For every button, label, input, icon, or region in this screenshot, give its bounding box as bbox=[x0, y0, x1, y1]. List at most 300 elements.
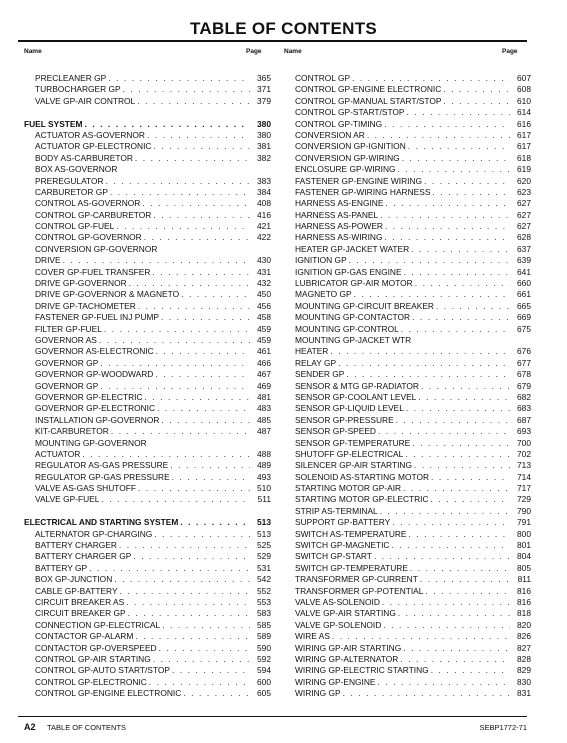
toc-page-number: 489 bbox=[257, 460, 271, 471]
toc-entry[interactable] bbox=[24, 73, 271, 84]
toc-entry[interactable] bbox=[24, 392, 271, 403]
toc-entry-name: GOVERNOR GP bbox=[35, 380, 99, 391]
toc-section-heading[interactable] bbox=[24, 517, 271, 528]
toc-entry-name: STARTING MOTOR GP-ELECTRIC bbox=[295, 494, 429, 505]
toc-entry[interactable] bbox=[284, 494, 531, 505]
dot-leader bbox=[153, 210, 250, 221]
dot-leader bbox=[110, 187, 250, 198]
toc-page-number: 679 bbox=[517, 380, 531, 391]
toc-entry[interactable] bbox=[24, 608, 271, 619]
toc-entry[interactable] bbox=[24, 438, 271, 449]
toc-page-number: 827 bbox=[517, 642, 531, 653]
toc-entry-name: SWITCH GP-START bbox=[295, 551, 372, 562]
toc-page-number: 552 bbox=[257, 585, 271, 596]
toc-entry-name: ACTUATOR GP-ELECTRONIC bbox=[35, 141, 152, 152]
toc-entry[interactable] bbox=[284, 415, 531, 426]
toc-entry-name: CONTROL GP bbox=[295, 73, 351, 83]
toc-page-number: 461 bbox=[257, 346, 271, 357]
toc-entry-name: PRECLEANER GP bbox=[35, 73, 107, 83]
toc-page-number: 831 bbox=[517, 688, 531, 699]
dot-leader bbox=[180, 517, 250, 528]
toc-entry[interactable] bbox=[24, 472, 271, 483]
toc-entry[interactable] bbox=[284, 563, 531, 574]
toc-entry[interactable] bbox=[24, 403, 271, 414]
toc-right-column bbox=[284, 73, 531, 699]
toc-entry-name: FILTER GP-FUEL bbox=[35, 323, 102, 334]
toc-entry[interactable] bbox=[284, 540, 531, 551]
toc-entry[interactable] bbox=[24, 540, 271, 551]
toc-entry[interactable] bbox=[24, 153, 271, 164]
toc-entry[interactable] bbox=[24, 164, 271, 175]
toc-entry[interactable] bbox=[284, 517, 531, 528]
dot-leader bbox=[384, 232, 510, 243]
toc-page-number: 693 bbox=[517, 426, 531, 437]
toc-entry-name: HEATER bbox=[295, 346, 329, 357]
dot-leader bbox=[385, 198, 510, 209]
toc-entry[interactable] bbox=[284, 301, 531, 312]
dot-leader bbox=[400, 654, 510, 665]
toc-entry-name: VALVE AS-SOLENOID bbox=[295, 596, 380, 607]
toc-entry[interactable] bbox=[24, 381, 271, 392]
toc-entry-name: TRANSFORMER GP-POTENTIAL bbox=[295, 585, 424, 596]
toc-entry[interactable] bbox=[284, 551, 531, 562]
dot-leader bbox=[104, 324, 250, 335]
toc-entry[interactable] bbox=[24, 369, 271, 380]
toc-entry[interactable] bbox=[24, 665, 271, 676]
toc-entry[interactable] bbox=[284, 449, 531, 460]
toc-entry[interactable] bbox=[24, 289, 271, 300]
toc-entry[interactable] bbox=[284, 210, 531, 221]
toc-entry[interactable] bbox=[284, 107, 531, 118]
dot-leader bbox=[398, 164, 510, 175]
toc-entry[interactable] bbox=[284, 164, 531, 175]
dot-leader bbox=[152, 267, 250, 278]
toc-entry-name: MOUNTING GP-CONTROL bbox=[295, 323, 399, 334]
toc-entry-name: MOUNTING GP-CIRCUIT BREAKER bbox=[295, 300, 434, 311]
dot-leader bbox=[147, 130, 250, 141]
toc-page-number: 469 bbox=[257, 380, 271, 391]
dot-leader bbox=[432, 187, 510, 198]
toc-entry[interactable] bbox=[284, 84, 531, 95]
toc-entry[interactable] bbox=[24, 574, 271, 585]
toc-entry[interactable] bbox=[24, 688, 271, 699]
dot-leader bbox=[443, 84, 510, 95]
toc-page-number: 431 bbox=[257, 266, 271, 277]
toc-entry-name: CIRCUIT BREAKER AS bbox=[35, 596, 125, 607]
toc-entry[interactable] bbox=[284, 267, 531, 278]
dot-leader bbox=[172, 665, 250, 676]
toc-page-number: 456 bbox=[257, 300, 271, 311]
dot-leader bbox=[126, 597, 250, 608]
dot-leader bbox=[410, 563, 510, 574]
toc-entry[interactable] bbox=[284, 221, 531, 232]
footer-page-number: A2 bbox=[24, 722, 36, 732]
toc-entry[interactable] bbox=[24, 358, 271, 369]
toc-page-number: 383 bbox=[257, 175, 271, 186]
toc-entry-name: DRIVE GP-GOVERNOR & MAGNETO bbox=[35, 289, 180, 300]
dot-leader bbox=[403, 643, 510, 654]
toc-page-number: 818 bbox=[517, 608, 531, 619]
toc-entry-name: SENSOR GP-LIQUID LEVEL bbox=[295, 403, 404, 414]
spacer bbox=[24, 107, 271, 118]
dot-leader bbox=[349, 255, 510, 266]
toc-entry-name: SENSOR & MTG GP-RADIATOR bbox=[295, 380, 419, 391]
dot-leader bbox=[128, 608, 250, 619]
toc-entry[interactable] bbox=[284, 232, 531, 243]
toc-entry[interactable] bbox=[284, 460, 531, 471]
dot-leader bbox=[161, 415, 250, 426]
toc-page-number: 365 bbox=[257, 73, 271, 83]
toc-entry[interactable] bbox=[284, 96, 531, 107]
dot-leader bbox=[378, 677, 511, 688]
toc-entry[interactable] bbox=[24, 483, 271, 494]
dot-leader bbox=[159, 643, 250, 654]
dot-leader bbox=[425, 586, 510, 597]
dot-leader bbox=[383, 620, 510, 631]
toc-entry[interactable] bbox=[24, 529, 271, 540]
dot-leader bbox=[138, 483, 250, 494]
toc-entry[interactable] bbox=[284, 141, 531, 152]
toc-entry[interactable] bbox=[24, 643, 271, 654]
toc-entry[interactable] bbox=[284, 176, 531, 187]
toc-entry[interactable] bbox=[284, 289, 531, 300]
toc-entry-name: DRIVE bbox=[35, 255, 61, 266]
toc-entry[interactable] bbox=[284, 369, 531, 380]
toc-entry[interactable] bbox=[284, 665, 531, 676]
toc-entry-name: CONTROL GP-AUTO START/STOP bbox=[35, 665, 170, 676]
toc-page-number: 665 bbox=[517, 300, 531, 311]
dot-leader bbox=[133, 551, 250, 562]
toc-entry-name: FUEL SYSTEM bbox=[24, 118, 83, 129]
toc-entry[interactable] bbox=[284, 153, 531, 164]
toc-entry-name: BOX GP-JUNCTION bbox=[35, 574, 113, 585]
toc-entry[interactable] bbox=[284, 597, 531, 608]
footer-section-title: TABLE OF CONTENTS bbox=[47, 723, 127, 732]
toc-entry[interactable] bbox=[284, 472, 531, 483]
toc-page-number: 607 bbox=[517, 73, 531, 83]
toc-entry[interactable] bbox=[24, 654, 271, 665]
toc-page-number: 617 bbox=[517, 141, 531, 152]
toc-page-number: 791 bbox=[517, 517, 531, 528]
toc-entry[interactable] bbox=[24, 586, 271, 597]
toc-page-number: 714 bbox=[517, 471, 531, 482]
toc-entry-name: CABLE GP-BATTERY bbox=[35, 585, 118, 596]
dot-leader bbox=[411, 244, 510, 255]
dot-leader bbox=[330, 346, 510, 357]
toc-page-number: 830 bbox=[517, 676, 531, 687]
toc-entry[interactable] bbox=[24, 324, 271, 335]
toc-entry-name: WIRING GP-AIR STARTING bbox=[295, 642, 402, 653]
toc-entry-name: PREREGULATOR bbox=[35, 175, 104, 186]
toc-entry[interactable] bbox=[284, 198, 531, 209]
toc-page-number: 380 bbox=[257, 118, 271, 129]
toc-page-number: 542 bbox=[257, 574, 271, 585]
toc-entry[interactable] bbox=[24, 141, 271, 152]
dot-leader bbox=[137, 96, 250, 107]
toc-entry[interactable] bbox=[284, 187, 531, 198]
dot-leader bbox=[129, 278, 250, 289]
dot-leader bbox=[378, 426, 510, 437]
toc-page-number: 466 bbox=[257, 357, 271, 368]
toc-page-number: 430 bbox=[257, 255, 271, 266]
toc-entry[interactable] bbox=[284, 392, 531, 403]
toc-page-number: 589 bbox=[257, 631, 271, 642]
toc-entry-name: BODY AS-CARBURETOR bbox=[35, 152, 133, 163]
title-rule bbox=[18, 40, 527, 42]
toc-entry[interactable] bbox=[284, 483, 531, 494]
toc-entry[interactable] bbox=[24, 187, 271, 198]
toc-entry-name: SILENCER GP-AIR STARTING bbox=[295, 460, 412, 471]
toc-entry[interactable] bbox=[24, 255, 271, 266]
toc-entry[interactable] bbox=[284, 255, 531, 266]
spacer bbox=[24, 506, 271, 517]
toc-entry[interactable] bbox=[24, 460, 271, 471]
dot-leader bbox=[391, 540, 510, 551]
toc-entry-name: GOVERNOR GP bbox=[35, 357, 99, 368]
toc-entry-name: GOVERNOR GP-WOODWARD bbox=[35, 369, 154, 380]
toc-entry-name: CONTROL GP-ENGINE ELECTRONIC bbox=[295, 84, 442, 95]
toc-entry-name: CIRCUIT BREAKER GP bbox=[35, 608, 126, 619]
dot-leader bbox=[421, 381, 510, 392]
toc-page-number: 811 bbox=[517, 574, 531, 585]
toc-entry-name: MAGNETO GP bbox=[295, 289, 352, 300]
toc-page-number: 639 bbox=[517, 255, 531, 266]
toc-page-number: 800 bbox=[517, 528, 531, 539]
toc-entry[interactable] bbox=[24, 176, 271, 187]
toc-entry-name: LUBRICATOR GP-AIR MOTOR bbox=[295, 278, 413, 289]
toc-entry-name: SWITCH GP-MAGNETIC bbox=[295, 540, 390, 551]
toc-entry-name: DRIVE GP-TACHOMETER bbox=[35, 300, 136, 311]
left-name-header: Name bbox=[24, 48, 42, 55]
toc-entry-name: WIRE AS bbox=[295, 631, 330, 642]
toc-entry[interactable] bbox=[284, 529, 531, 540]
toc-page-number: 702 bbox=[517, 448, 531, 459]
toc-entry[interactable] bbox=[24, 494, 271, 505]
toc-entry[interactable] bbox=[24, 244, 271, 255]
toc-page-number: 605 bbox=[257, 688, 271, 699]
dot-leader bbox=[119, 540, 250, 551]
toc-entry-name: CONTACTOR GP-ALARM bbox=[35, 631, 134, 642]
dot-leader bbox=[431, 665, 510, 676]
toc-entry-name: ACTUATOR AS-GOVERNOR bbox=[35, 129, 145, 140]
toc-entry-name: SENDER GP bbox=[295, 369, 345, 380]
toc-page-number: 623 bbox=[517, 186, 531, 197]
toc-entry-name: BATTERY CHARGER bbox=[35, 540, 117, 551]
dot-leader bbox=[374, 551, 510, 562]
toc-entry-name: CONTROL GP-AIR STARTING bbox=[35, 653, 151, 664]
toc-page-number: 828 bbox=[517, 653, 531, 664]
toc-page-number: 408 bbox=[257, 198, 271, 209]
toc-entry[interactable] bbox=[24, 198, 271, 209]
toc-page-number: 700 bbox=[517, 437, 531, 448]
toc-entry[interactable] bbox=[284, 130, 531, 141]
toc-entry[interactable] bbox=[284, 438, 531, 449]
toc-page-number: 525 bbox=[257, 540, 271, 551]
dot-leader bbox=[138, 301, 250, 312]
toc-entry-name: INSTALLATION GP-GOVERNOR bbox=[35, 414, 160, 425]
toc-entry-name: REGULATOR GP-GAS PRESSURE bbox=[35, 471, 170, 482]
toc-page-number: 421 bbox=[257, 221, 271, 232]
toc-page-number: 529 bbox=[257, 551, 271, 562]
toc-entry-name: CONVERSION GP-WIRING bbox=[295, 152, 400, 163]
toc-entry-name: REGULATOR AS-GAS PRESSURE bbox=[35, 460, 169, 471]
dot-leader bbox=[123, 84, 250, 95]
toc-entry[interactable] bbox=[24, 312, 271, 323]
toc-page-number: 513 bbox=[257, 517, 271, 528]
toc-entry[interactable] bbox=[24, 426, 271, 437]
dot-leader bbox=[145, 392, 251, 403]
toc-entry-name: BATTERY GP bbox=[35, 562, 88, 573]
toc-entry[interactable] bbox=[24, 677, 271, 688]
toc-page-number: 382 bbox=[257, 152, 271, 163]
toc-entry[interactable] bbox=[24, 335, 271, 346]
dot-leader bbox=[142, 198, 250, 209]
toc-entry-name: CARBURETOR GP bbox=[35, 186, 108, 197]
dot-leader bbox=[172, 472, 250, 483]
toc-entry[interactable] bbox=[24, 563, 271, 574]
dot-leader bbox=[424, 176, 510, 187]
toc-page-number: 816 bbox=[517, 585, 531, 596]
toc-page-number: 660 bbox=[517, 278, 531, 289]
dot-leader bbox=[183, 688, 250, 699]
toc-entry-name: HEATER GP-JACKET WATER bbox=[295, 243, 410, 254]
toc-page-number: 493 bbox=[257, 471, 271, 482]
dot-leader bbox=[153, 141, 250, 152]
toc-entry[interactable] bbox=[24, 221, 271, 232]
dot-leader bbox=[403, 483, 510, 494]
toc-page-number: 683 bbox=[517, 403, 531, 414]
toc-entry[interactable] bbox=[284, 244, 531, 255]
toc-entry[interactable] bbox=[24, 415, 271, 426]
toc-entry[interactable] bbox=[284, 312, 531, 323]
toc-entry[interactable] bbox=[284, 73, 531, 84]
dot-leader bbox=[162, 620, 250, 631]
dot-leader bbox=[101, 494, 250, 505]
toc-entry-name: HARNESS AS-ENGINE bbox=[295, 198, 384, 209]
toc-entry-name: STARTING MOTOR GP-AIR bbox=[295, 483, 402, 494]
dot-leader bbox=[84, 119, 250, 130]
toc-entry-name: SHUTOFF GP-ELECTRICAL bbox=[295, 448, 404, 459]
toc-page-number: 487 bbox=[257, 426, 271, 437]
toc-entry-name: CONTROL GP-MANUAL START/STOP bbox=[295, 95, 442, 106]
toc-page-number: 467 bbox=[257, 369, 271, 380]
toc-page-number: 616 bbox=[517, 118, 531, 129]
toc-entry[interactable] bbox=[24, 620, 271, 631]
toc-entry[interactable] bbox=[24, 232, 271, 243]
toc-entry[interactable] bbox=[284, 677, 531, 688]
toc-entry-name: SENSOR GP-COOLANT LEVEL bbox=[295, 391, 417, 402]
toc-page-number: 450 bbox=[257, 289, 271, 300]
toc-entry[interactable] bbox=[24, 631, 271, 642]
toc-entry-name: VALVE AS-GAS SHUTOFF bbox=[35, 483, 136, 494]
toc-page-number: 628 bbox=[517, 232, 531, 243]
toc-entry-name: SENSOR GP-TEMPERATURE bbox=[295, 437, 411, 448]
toc-page-number: 713 bbox=[517, 460, 531, 471]
toc-entry[interactable] bbox=[284, 324, 531, 335]
toc-entry-name: WIRING GP-ALTERNATOR bbox=[295, 653, 399, 664]
dot-leader bbox=[120, 586, 250, 597]
toc-entry-name: ELECTRICAL AND STARTING SYSTEM bbox=[24, 517, 179, 528]
toc-entry[interactable] bbox=[24, 267, 271, 278]
toc-page-number: 627 bbox=[517, 209, 531, 220]
dot-leader bbox=[414, 460, 510, 471]
toc-page-number: 620 bbox=[517, 175, 531, 186]
toc-page-number: 614 bbox=[517, 107, 531, 118]
toc-entry[interactable] bbox=[284, 358, 531, 369]
dot-leader bbox=[412, 438, 510, 449]
toc-page-number: 553 bbox=[257, 596, 271, 607]
toc-entry[interactable] bbox=[24, 346, 271, 357]
toc-page-number: 459 bbox=[257, 323, 271, 334]
dot-leader bbox=[404, 267, 510, 278]
toc-entry-name: HARNESS AS-PANEL bbox=[295, 209, 379, 220]
toc-entry[interactable] bbox=[284, 608, 531, 619]
dot-leader bbox=[106, 176, 250, 187]
toc-entry[interactable] bbox=[24, 551, 271, 562]
toc-page-number: 585 bbox=[257, 619, 271, 630]
toc-entry[interactable] bbox=[284, 426, 531, 437]
toc-left-column bbox=[24, 73, 271, 699]
toc-entry[interactable] bbox=[284, 688, 531, 699]
toc-entry[interactable] bbox=[284, 335, 531, 346]
right-page-header: Page bbox=[502, 48, 518, 55]
dot-leader bbox=[149, 677, 250, 688]
toc-entry[interactable] bbox=[24, 449, 271, 460]
toc-entry[interactable] bbox=[284, 119, 531, 130]
toc-entry[interactable] bbox=[284, 506, 531, 517]
toc-entry[interactable] bbox=[284, 278, 531, 289]
toc-entry[interactable] bbox=[284, 586, 531, 597]
toc-page-number: 485 bbox=[257, 414, 271, 425]
toc-entry[interactable] bbox=[24, 278, 271, 289]
toc-page-number: 488 bbox=[257, 448, 271, 459]
toc-entry[interactable] bbox=[24, 597, 271, 608]
toc-entry-name: WIRING GP-ENGINE bbox=[295, 676, 376, 687]
toc-page-number: 371 bbox=[257, 84, 271, 95]
toc-entry-name: HARNESS AS-POWER bbox=[295, 221, 383, 232]
toc-page-number: 675 bbox=[517, 323, 531, 334]
toc-entry-name: FASTENER GP-WIRING HARNESS bbox=[295, 186, 431, 197]
toc-entry[interactable] bbox=[284, 620, 531, 631]
toc-page-number: 458 bbox=[257, 312, 271, 323]
toc-entry[interactable] bbox=[284, 643, 531, 654]
toc-entry[interactable] bbox=[24, 301, 271, 312]
toc-entry[interactable] bbox=[24, 210, 271, 221]
dot-leader bbox=[406, 403, 510, 414]
toc-entry[interactable] bbox=[24, 84, 271, 95]
toc-section-heading[interactable] bbox=[24, 119, 271, 130]
toc-entry[interactable] bbox=[24, 96, 271, 107]
dot-leader bbox=[420, 574, 510, 585]
dot-leader bbox=[63, 255, 250, 266]
toc-entry[interactable] bbox=[284, 381, 531, 392]
toc-entry-name: RELAY GP bbox=[295, 357, 337, 368]
toc-page-number: 422 bbox=[257, 232, 271, 243]
toc-entry[interactable] bbox=[284, 574, 531, 585]
toc-page-number: 381 bbox=[257, 141, 271, 152]
toc-entry-name: GOVERNOR GP-ELECTRONIC bbox=[35, 403, 156, 414]
toc-page-number: 677 bbox=[517, 357, 531, 368]
toc-entry-name: SUPPORT GP-BATTERY bbox=[295, 517, 391, 528]
toc-entry-name: FASTENER GP-FUEL INJ PUMP bbox=[35, 312, 159, 323]
toc-entry[interactable] bbox=[24, 130, 271, 141]
toc-entry[interactable] bbox=[284, 403, 531, 414]
toc-entry[interactable] bbox=[284, 631, 531, 642]
toc-entry[interactable] bbox=[284, 346, 531, 357]
toc-entry[interactable] bbox=[284, 654, 531, 665]
toc-page-number: 790 bbox=[517, 505, 531, 516]
dot-leader bbox=[332, 631, 510, 642]
